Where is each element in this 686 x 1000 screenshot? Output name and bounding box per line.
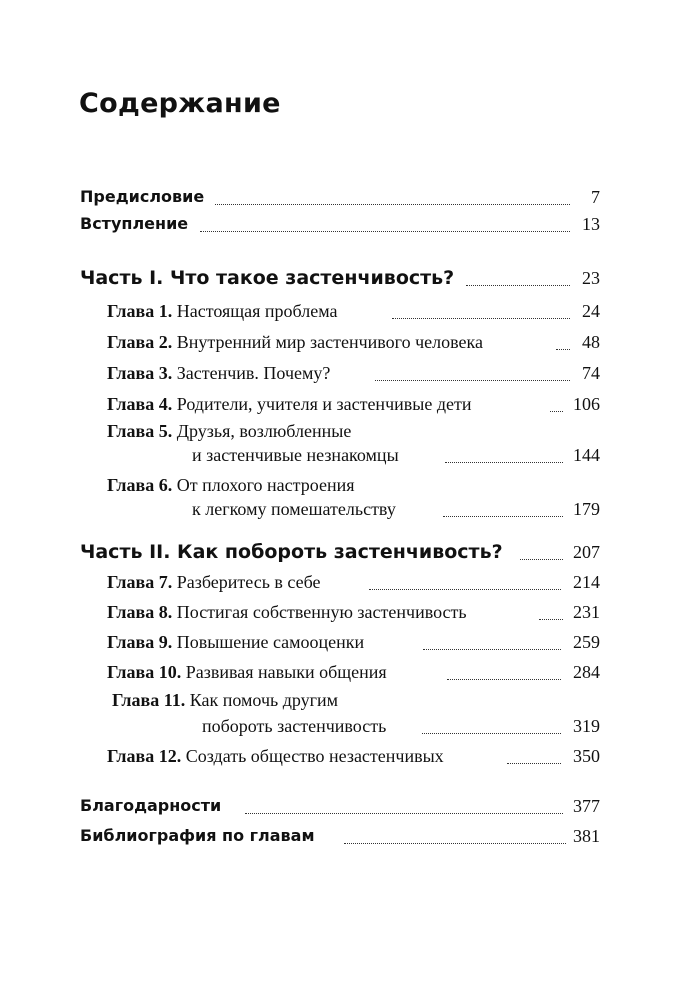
chapter-title: Настоящая проблема <box>176 301 338 321</box>
chapter-title-continued: побороть застенчивость <box>202 716 387 736</box>
chapter-title: Развивая навыки общения <box>185 662 387 682</box>
toc-entry-label: Вступление <box>80 214 189 233</box>
toc-entry-chapter-5[interactable] <box>107 420 600 472</box>
page-number: 48 <box>582 332 600 352</box>
page-number: 284 <box>573 662 600 682</box>
toc-entry-chapter-12[interactable] <box>107 745 600 771</box>
chapter-title: Как помочь другим <box>189 690 339 710</box>
toc-entry-acknowledgements[interactable] <box>80 795 600 821</box>
chapter-number: Глава 5. <box>107 421 173 441</box>
toc-entry-chapter-9[interactable] <box>107 631 600 657</box>
toc-entry-chapter-10[interactable] <box>107 661 600 687</box>
dot-leader <box>392 316 570 319</box>
chapter-number: Глава 11. <box>112 690 186 710</box>
chapter-number: Глава 4. <box>107 394 173 414</box>
chapter-number: Глава 1. <box>107 301 173 321</box>
chapter-title-continued: к легкому помешательству <box>192 499 396 519</box>
chapter-number: Глава 8. <box>107 602 173 622</box>
toc-entry-chapter-11[interactable] <box>112 689 600 741</box>
dot-leader <box>539 617 563 620</box>
chapter-number: Глава 9. <box>107 632 173 652</box>
chapter-number: Глава 2. <box>107 332 173 352</box>
dot-leader <box>200 229 570 232</box>
toc-part-label: Часть I. Что такое застенчивость? <box>80 267 455 289</box>
page-number: 319 <box>573 716 600 736</box>
chapter-title: Друзья, возлюбленные <box>176 421 352 441</box>
chapter-number: Глава 6. <box>107 475 173 495</box>
toc-entry-chapter-2[interactable] <box>107 331 600 357</box>
page-number: 259 <box>573 632 600 652</box>
dot-leader <box>423 647 561 650</box>
toc-entry-introduction[interactable] <box>80 213 600 239</box>
dot-leader <box>507 761 561 764</box>
toc-entry-chapter-8[interactable] <box>107 601 600 627</box>
dot-leader <box>215 202 570 205</box>
chapter-title: Родители, учителя и застенчивые дети <box>176 394 472 414</box>
chapter-title-continued: и застенчивые незнакомцы <box>192 445 399 465</box>
page-number: 231 <box>573 602 600 622</box>
dot-leader <box>520 557 563 560</box>
chapter-number: Глава 12. <box>107 746 182 766</box>
toc-entry-part-2[interactable] <box>80 541 600 567</box>
page-number: 7 <box>591 187 600 207</box>
toc-part-label: Часть II. Как побороть застенчивость? <box>80 541 503 563</box>
chapter-title: Постигая собственную застенчивость <box>176 602 467 622</box>
chapter-title: Повышение самооценки <box>176 632 365 652</box>
toc-entry-chapter-1[interactable] <box>107 300 600 326</box>
chapter-number: Глава 7. <box>107 572 173 592</box>
page-title: Содержание <box>79 88 281 119</box>
dot-leader <box>344 841 566 844</box>
toc-entry-label: Благодарности <box>80 796 222 815</box>
page-number: 74 <box>582 363 600 383</box>
page-number: 23 <box>582 268 600 288</box>
dot-leader <box>550 409 563 412</box>
toc-entry-preface[interactable] <box>80 186 600 212</box>
dot-leader <box>245 811 563 814</box>
toc-entry-chapter-6[interactable] <box>107 474 600 526</box>
chapter-title: Внутренний мир застенчивого человека <box>176 332 483 352</box>
chapter-title: Застенчив. Почему? <box>176 363 331 383</box>
dot-leader <box>466 283 570 286</box>
dot-leader <box>556 347 570 350</box>
chapter-number: Глава 10. <box>107 662 182 682</box>
page-number: 13 <box>582 214 600 234</box>
chapter-title: Разберитесь в себе <box>176 572 321 592</box>
dot-leader <box>422 731 561 734</box>
toc-entry-bibliography[interactable] <box>80 825 600 851</box>
page-number: 24 <box>582 301 600 321</box>
page-number: 214 <box>573 572 600 592</box>
chapter-title: От плохого настроения <box>176 475 355 495</box>
toc-entry-chapter-3[interactable] <box>107 362 600 388</box>
dot-leader <box>447 677 561 680</box>
page-number: 350 <box>573 746 600 766</box>
page-number: 179 <box>573 499 600 519</box>
dot-leader <box>445 460 563 463</box>
page-number: 106 <box>573 394 600 414</box>
dot-leader <box>369 587 561 590</box>
chapter-number: Глава 3. <box>107 363 173 383</box>
page-number: 377 <box>573 796 600 816</box>
toc-entry-chapter-4[interactable] <box>107 393 600 419</box>
chapter-title: Создать общество незастенчивых <box>185 746 444 766</box>
page-number: 207 <box>573 542 600 562</box>
page-number: 381 <box>573 826 600 846</box>
page-number: 144 <box>573 445 600 465</box>
toc-entry-chapter-7[interactable] <box>107 571 600 597</box>
toc-entry-part-1[interactable] <box>80 267 600 293</box>
toc-entry-label: Предисловие <box>80 187 205 206</box>
dot-leader <box>443 514 563 517</box>
dot-leader <box>375 378 570 381</box>
toc-entry-label: Библиография по главам <box>80 826 315 845</box>
